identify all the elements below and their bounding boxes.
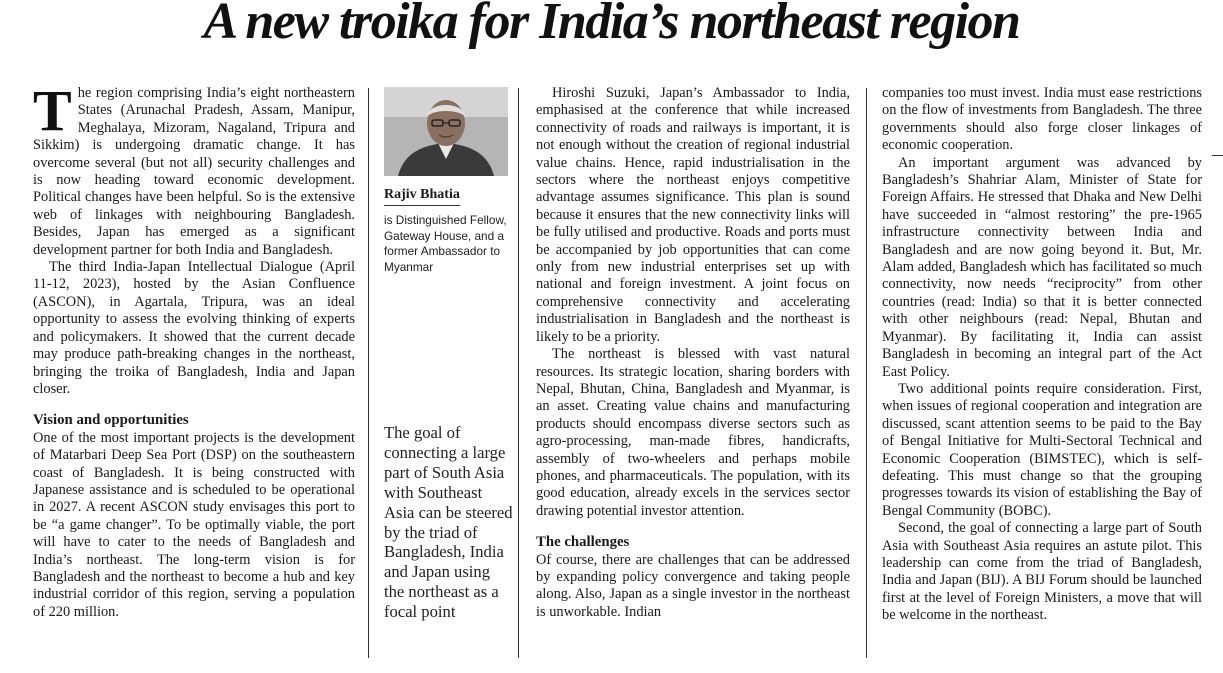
column-divider bbox=[368, 88, 369, 658]
paragraph: An important argument was advanced by Bangladesh’s Shahriar Alam, Minister of State for Foreign Affairs. He stressed that Dhaka and New Delhi have succeeded in “almost restoring” the pre-1965 infrastructure connectivity between India and Bangladesh and are now going beyond it. But, Mr. Alam added, Bangladesh which has facilitated so much connectivity, now needs “reciprocity” from other countries (read: India) so that it is better connected with other neighbours (read: Nepal, Bhutan and Myanmar). By facilitating it, India can assist Bangladesh in becoming an integral part of the Act East Policy. bbox=[882, 154, 1202, 380]
paragraph-text: he region comprising India’s eight northeastern States (Arunachal Pradesh, Assam, Manipur, Meghalaya, Mizoram, Nagaland, Tripura and Sikkim) is undergoing dramatic change. It has overcome several (but not all) security challenges and is now heading toward economic development. Political changes have been helpful. So is the extensive web of linkages with neighbouring Bangladesh. Besides, Japan has emerged as a significant development partner for both India and Bangladesh. bbox=[33, 85, 355, 258]
subheading-challenges: The challenges bbox=[536, 534, 630, 551]
paragraph: companies too must invest. India must ease restrictions on the flow of investments from Bangladesh. The three governments should also forge closer linkages of economic cooperation. bbox=[882, 85, 1202, 154]
paragraph: Hiroshi Suzuki, Japan’s Ambassador to India, emphasised at the conference that while increased connectivity of roads and railways is important, it is not enough without the creation of regional industrial value chains. Hence, rapid industrialisation in the sectors where the northeast enjoys competitive advantage assumes significance. This plan is sound because it ensures that the new connectivity links will be fully utilised and productive. Roads and ports must be accompanied by job opportunities that can come only from new industrial enterprises set up with national and foreign investment. A joint focus on comprehensive connectivity and accelerating industrialisation in Bangladesh and the northeast is likely to be a priority. bbox=[536, 85, 850, 345]
paragraph: The northeast is blessed with vast natural resources. Its strategic location, sharing borders with Nepal, Bhutan, China, Bangladesh and Myanmar, is an asset. Creating value chains and manufacturing products should encompass diverse sectors such as agro-processing, man-made fibres, handicrafts, assembly of two-wheelers and perhaps mobile phones, and pharmaceuticals. The population, with its good education, already excels in the services sector drawing potential investor attention. bbox=[536, 346, 850, 519]
paragraph bbox=[33, 78, 355, 259]
article-column-1 bbox=[33, 78, 355, 621]
author-name: Rajiv Bhatia bbox=[384, 187, 460, 206]
article-headline: A new troika for India’s northeast region bbox=[203, 0, 1020, 50]
author-photo bbox=[384, 87, 508, 176]
pull-quote: The goal of connecting a large part of South Asia with Southeast Asia can be steered by the triad of Bangladesh, India and Japan using the northeast as a focal point bbox=[384, 423, 513, 622]
paragraph: The third India-Japan Intellectual Dialogue (April 11-12, 2023), hosted by the Asian Confluence (ASCON), in Agartala, Tripura, was an ideal opportunity to assess the evolving thinking of experts and policymakers. It showed that the current decade may produce path-breaking changes in the northeast, bringing the troika of Bangladesh, India and Japan closer. bbox=[33, 259, 355, 397]
author-bio: is Distinguished Fellow, Gateway House, and a former Ambassador to Myanmar bbox=[384, 213, 507, 274]
margin-tick bbox=[1212, 155, 1223, 156]
column-divider bbox=[518, 88, 519, 658]
column-divider bbox=[866, 88, 867, 658]
article-column-4 bbox=[882, 85, 1202, 625]
subheading-vision: Vision and opportunities bbox=[33, 412, 189, 429]
paragraph: Second, the goal of connecting a large part of South Asia with Southeast Asia requires an astute pilot. This leadership can come from the triad of Bangladesh, India and Japan (BIJ). A BIJ Forum should be launched first at the level of Foreign Ministers, a move that will be welcome in the northeast. bbox=[882, 520, 1202, 624]
author-portrait-image bbox=[384, 87, 508, 176]
paragraph: Two additional points require consideration. First, when issues of regional cooperation and integration are discussed, scant attention seems to be paid to the Bay of Bengal Initiative for Multi-Sectoral Technical and Economic Cooperation (BIMSTEC), which is self-defeating. This must change so that the grouping progresses towards its vision of establishing the Bay of Bengal Community (BOBC). bbox=[882, 380, 1202, 519]
paragraph: One of the most important projects is the development of Matarbari Deep Sea Port (DSP) on the southeastern coast of Bangladesh. It is being constructed with Japanese assistance and is scheduled to be operational in 2027. A recent ASCON study envisages this port to be “a game changer”. To be optimally viable, the port will have to cater to the needs of Bangladesh and India’s northeast. The long-term vision is for Bangladesh and the northeast to become a hub and key industrial corridor of this region, serving a population of 220 million. bbox=[33, 429, 355, 620]
drop-cap: T bbox=[33, 78, 72, 143]
article-column-3 bbox=[536, 85, 850, 621]
paragraph: Of course, there are challenges that can be addressed by expanding policy convergence and taking people along. Also, Japan as a single investor in the northeast is unworkable. Indian bbox=[536, 551, 850, 620]
